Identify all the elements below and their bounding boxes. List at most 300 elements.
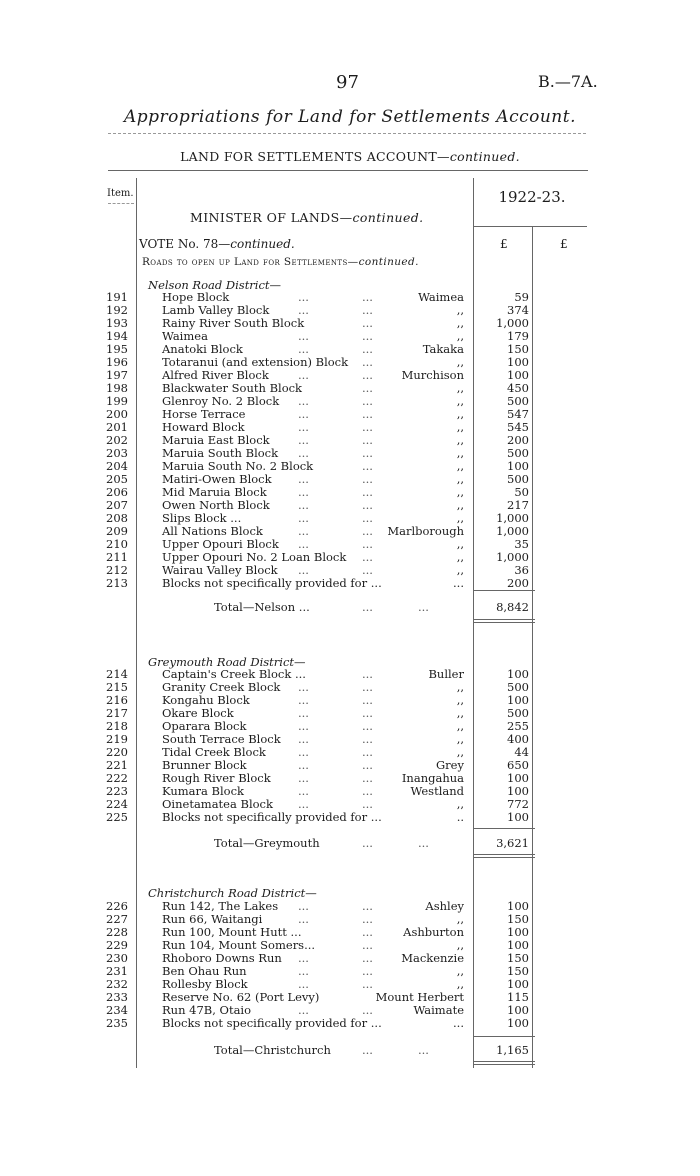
item-description: Run 142, The Lakes — [162, 899, 279, 913]
item-description: Matiri-Owen Block — [162, 472, 272, 486]
amount-value: 255 — [507, 719, 529, 733]
item-description: Ben Ohau Run — [162, 964, 247, 978]
amount-value: 100 — [507, 784, 529, 798]
county-name: ,, — [456, 446, 464, 460]
amount-value: 650 — [507, 758, 529, 772]
dot-leader: ... — [298, 693, 309, 707]
county-name: ,, — [456, 381, 464, 395]
dot-leader: ... — [362, 342, 373, 356]
amount-value: 547 — [507, 407, 529, 421]
item-description: Blocks not specifically provided for ... — [162, 810, 382, 824]
nelson-total-rule — [473, 619, 535, 620]
table-row — [0, 382, 700, 395]
item-column-header: Item. — [107, 188, 134, 199]
dot-leader: ... — [298, 537, 309, 551]
greymouth-total-rule — [473, 854, 535, 855]
county-name: ,, — [456, 394, 464, 408]
dot-leader: ... — [362, 394, 373, 408]
county-name: ,, — [456, 977, 464, 991]
table-row — [0, 707, 700, 720]
item-number: 227 — [106, 912, 128, 926]
county-name: ,, — [456, 407, 464, 421]
amount-value: 1,000 — [496, 511, 529, 525]
table-row — [0, 759, 700, 772]
item-number: 225 — [106, 810, 128, 824]
item-number: 219 — [106, 732, 128, 746]
dot-leader: ... — [298, 524, 309, 538]
table-row — [0, 926, 700, 939]
currency-symbol-2: £ — [560, 237, 568, 251]
item-description: Mid Maruia Block — [162, 485, 267, 499]
item-description: Kumara Block — [162, 784, 244, 798]
item-number: 229 — [106, 938, 128, 952]
dot-leader: ... — [298, 719, 309, 733]
table-row — [0, 668, 700, 681]
dot-leader: ... — [362, 758, 373, 772]
table-row — [0, 473, 700, 486]
dot-leader: ... — [298, 511, 309, 525]
table-row — [0, 460, 700, 473]
table-row — [0, 900, 700, 913]
table-row — [0, 434, 700, 447]
item-number: 193 — [106, 316, 128, 330]
county-name: Buller — [428, 667, 464, 681]
dot-leader: ... — [362, 459, 373, 473]
vote-heading — [139, 237, 295, 251]
dot-leader: ... — [362, 446, 373, 460]
dot-leader: ... — [362, 407, 373, 421]
item-number: 215 — [106, 680, 128, 694]
item-description: South Terrace Block — [162, 732, 281, 746]
amount-value: 100 — [507, 459, 529, 473]
item-description: Howard Block — [162, 420, 245, 434]
amount-value: 100 — [507, 1016, 529, 1030]
table-row — [0, 291, 700, 304]
table-row — [0, 499, 700, 512]
total-amount: 1,165 — [496, 1043, 529, 1057]
ministry-heading-main: MINISTER OF LANDS— — [190, 210, 353, 225]
item-number: 221 — [106, 758, 128, 772]
dot-leader: ... — [298, 771, 309, 785]
table-row — [0, 577, 700, 590]
dot-leader: ... — [362, 1003, 373, 1017]
county-name: ,, — [456, 964, 464, 978]
amount-value: 100 — [507, 899, 529, 913]
dot-leader: ... — [298, 446, 309, 460]
amount-value: 179 — [507, 329, 529, 343]
amount-value: 200 — [507, 576, 529, 590]
item-number: 209 — [106, 524, 128, 538]
item-number: 198 — [106, 381, 128, 395]
item-number: 216 — [106, 693, 128, 707]
dot-leader: ... — [298, 706, 309, 720]
item-description: Run 100, Mount Hutt ... — [162, 925, 302, 939]
item-number: 212 — [106, 563, 128, 577]
item-header-underline — [108, 203, 134, 204]
table-row — [0, 395, 700, 408]
district-heading-nelson: Nelson Road District— — [148, 278, 282, 292]
amount-value: 50 — [514, 485, 529, 499]
dot-leader: ... — [298, 784, 309, 798]
amount-value: 500 — [507, 680, 529, 694]
dot-leader: ... — [362, 303, 373, 317]
item-number: 192 — [106, 303, 128, 317]
dot-leader: ... — [362, 977, 373, 991]
item-number: 203 — [106, 446, 128, 460]
table-row — [0, 746, 700, 759]
item-number: 223 — [106, 784, 128, 798]
amount-value: 100 — [507, 810, 529, 824]
item-number: 201 — [106, 420, 128, 434]
item-description: Oparara Block — [162, 719, 247, 733]
dot-leader: ... — [362, 420, 373, 434]
amount-value: 35 — [514, 537, 529, 551]
table-row — [0, 369, 700, 382]
amount-value: 59 — [514, 290, 529, 304]
amount-value: 115 — [507, 990, 529, 1004]
item-number: 208 — [106, 511, 128, 525]
roads-heading — [142, 256, 419, 268]
amount-value: 1,000 — [496, 316, 529, 330]
dot-leader: ... — [362, 498, 373, 512]
item-number: 202 — [106, 433, 128, 447]
county-name: ,, — [456, 511, 464, 525]
district-heading-greymouth: Greymouth Road District— — [148, 655, 306, 669]
county-name: ,, — [456, 745, 464, 759]
item-description: Brunner Block — [162, 758, 247, 772]
greymouth-total-row — [0, 836, 700, 850]
county-name: ,, — [456, 706, 464, 720]
roads-heading-suffix: continued. — [358, 256, 419, 268]
amount-value: 200 — [507, 433, 529, 447]
item-description: Owen North Block — [162, 498, 270, 512]
county-name: ,, — [456, 563, 464, 577]
dot-leader: ... — [362, 1043, 373, 1057]
item-description: Glenroy No. 2 Block — [162, 394, 280, 408]
year-underline — [473, 226, 587, 227]
dot-leader: ... — [298, 797, 309, 811]
dot-leader: ... — [362, 563, 373, 577]
item-description: Rainy River South Block — [162, 316, 305, 330]
roads-heading-main: Roads to open up Land for Settlements— — [142, 256, 359, 268]
amount-value: 100 — [507, 1003, 529, 1017]
county-name: ,, — [456, 498, 464, 512]
dot-leader: ... — [362, 706, 373, 720]
county-name: Mount Herbert — [375, 990, 464, 1004]
county-name: Waimea — [418, 290, 464, 304]
item-number: 233 — [106, 990, 128, 1004]
item-description: Reserve No. 62 (Port Levy) — [162, 990, 320, 1004]
amount-value: 100 — [507, 925, 529, 939]
title-divider — [108, 133, 586, 134]
table-row — [0, 330, 700, 343]
table-row — [0, 720, 700, 733]
table-row — [0, 486, 700, 499]
dot-leader: ... — [298, 368, 309, 382]
dot-leader: ... — [298, 472, 309, 486]
amount-value: 545 — [507, 420, 529, 434]
county-name: Waimate — [413, 1003, 464, 1017]
dot-leader: ... — [362, 771, 373, 785]
item-number: 194 — [106, 329, 128, 343]
dot-leader: ... — [362, 368, 373, 382]
dot-leader: ... — [362, 355, 373, 369]
table-row — [0, 733, 700, 746]
dot-leader: ... — [298, 964, 309, 978]
dot-leader: ... — [362, 537, 373, 551]
table-row — [0, 772, 700, 785]
item-description: Run 47B, Otaio — [162, 1003, 252, 1017]
dot-leader: ... — [362, 524, 373, 538]
amount-value: 100 — [507, 771, 529, 785]
dot-leader: ... — [362, 784, 373, 798]
dot-leader: ... — [298, 912, 309, 926]
table-row — [0, 939, 700, 952]
item-description: Oinetamatea Block — [162, 797, 273, 811]
ministry-heading — [190, 210, 424, 225]
county-name: ,, — [456, 797, 464, 811]
dot-leader: ... — [298, 342, 309, 356]
amount-value: 500 — [507, 446, 529, 460]
item-number: 214 — [106, 667, 128, 681]
dot-leader: ... — [418, 600, 429, 614]
table-row — [0, 811, 700, 824]
item-number: 211 — [106, 550, 128, 564]
item-description: Run 104, Mount Somers... — [162, 938, 316, 952]
item-description: Horse Terrace — [162, 407, 246, 421]
christchurch-subtotal-rule — [473, 1036, 535, 1037]
table-row — [0, 694, 700, 707]
dot-leader: ... — [298, 951, 309, 965]
document-reference: B.—7A. — [538, 72, 598, 91]
dot-leader: ... — [298, 329, 309, 343]
item-number: 220 — [106, 745, 128, 759]
county-name: Marlborough — [387, 524, 464, 538]
total-amount: 3,621 — [496, 836, 529, 850]
county-name: ,, — [456, 550, 464, 564]
account-title — [0, 149, 700, 164]
county-name: Murchison — [401, 368, 464, 382]
dot-leader: ... — [362, 550, 373, 564]
item-description: Upper Opouri No. 2 Loan Block — [162, 550, 347, 564]
item-number: 224 — [106, 797, 128, 811]
item-number: 234 — [106, 1003, 128, 1017]
item-description: Run 66, Waitangi — [162, 912, 263, 926]
county-name: ,, — [456, 459, 464, 473]
dot-leader: ... — [362, 732, 373, 746]
item-description: Maruia South No. 2 Block — [162, 459, 314, 473]
item-description: Granity Creek Block — [162, 680, 281, 694]
christchurch-total-row — [0, 1043, 700, 1057]
amount-value: 44 — [514, 745, 529, 759]
total-amount: 8,842 — [496, 600, 529, 614]
county-name: ,, — [456, 433, 464, 447]
table-row — [0, 785, 700, 798]
item-description: Rough River Block — [162, 771, 271, 785]
item-number: 226 — [106, 899, 128, 913]
vote-heading-main: VOTE No. 78— — [139, 237, 231, 251]
item-description: Totaranui (and extension) Block — [162, 355, 349, 369]
county-name: Inangahua — [401, 771, 464, 785]
amount-value: 100 — [507, 368, 529, 382]
item-number: 204 — [106, 459, 128, 473]
amount-value: 772 — [507, 797, 529, 811]
county-name: ,, — [456, 485, 464, 499]
amount-value: 1,000 — [496, 550, 529, 564]
dot-leader: ... — [362, 964, 373, 978]
county-name: ,, — [456, 732, 464, 746]
county-name: Ashburton — [403, 925, 464, 939]
item-description: Blocks not specifically provided for ... — [162, 1016, 382, 1030]
item-description: Anatoki Block — [162, 342, 243, 356]
county-name: ... — [453, 576, 464, 590]
dot-leader: ... — [298, 758, 309, 772]
dot-leader: ... — [298, 290, 309, 304]
county-name: ,, — [456, 680, 464, 694]
county-name: ,, — [456, 912, 464, 926]
county-name: Mackenzie — [401, 951, 464, 965]
amount-value: 450 — [507, 381, 529, 395]
dot-leader: ... — [362, 667, 373, 681]
dot-leader: ... — [298, 498, 309, 512]
item-description: Waimea — [162, 329, 208, 343]
item-number: 232 — [106, 977, 128, 991]
table-row — [0, 447, 700, 460]
item-description: Alfred River Block — [162, 368, 269, 382]
page-number: 97 — [336, 72, 359, 93]
total-label: Total—Christchurch — [214, 1043, 331, 1057]
christchurch-total-rule-double — [473, 1064, 535, 1065]
ministry-heading-suffix: continued. — [352, 210, 424, 225]
table-row — [0, 952, 700, 965]
item-number: 197 — [106, 368, 128, 382]
amount-value: 100 — [507, 938, 529, 952]
dot-leader: ... — [298, 899, 309, 913]
item-description: Tidal Creek Block — [162, 745, 266, 759]
item-number: 206 — [106, 485, 128, 499]
amount-value: 150 — [507, 342, 529, 356]
item-number: 210 — [106, 537, 128, 551]
county-name: ,, — [456, 329, 464, 343]
table-row — [0, 551, 700, 564]
item-number: 230 — [106, 951, 128, 965]
dot-leader: ... — [362, 719, 373, 733]
amount-value: 374 — [507, 303, 529, 317]
table-row — [0, 356, 700, 369]
item-number: 217 — [106, 706, 128, 720]
dot-leader: ... — [298, 303, 309, 317]
amount-value: 150 — [507, 951, 529, 965]
dot-leader: ... — [362, 316, 373, 330]
total-label: Total—Nelson ... — [214, 600, 310, 614]
dot-leader: ... — [298, 680, 309, 694]
dot-leader: ... — [362, 797, 373, 811]
dot-leader: ... — [362, 290, 373, 304]
table-row — [0, 913, 700, 926]
table-row — [0, 978, 700, 991]
dot-leader: ... — [362, 433, 373, 447]
amount-value: 100 — [507, 977, 529, 991]
county-name: Takaka — [422, 342, 464, 356]
item-description: Slips Block ... — [162, 511, 242, 525]
fiscal-year-header: 1922-23. — [498, 188, 566, 206]
dot-leader: ... — [298, 420, 309, 434]
amount-value: 150 — [507, 964, 529, 978]
dot-leader: ... — [298, 407, 309, 421]
item-number: 200 — [106, 407, 128, 421]
item-description: Rhoboro Downs Run — [162, 951, 282, 965]
item-description: Okare Block — [162, 706, 234, 720]
table-row — [0, 421, 700, 434]
table-row — [0, 304, 700, 317]
amount-value: 36 — [514, 563, 529, 577]
greymouth-subtotal-rule — [473, 828, 535, 829]
dot-leader: ... — [362, 745, 373, 759]
item-number: 218 — [106, 719, 128, 733]
item-description: Upper Opouri Block — [162, 537, 279, 551]
amount-value: 100 — [507, 355, 529, 369]
amount-value: 500 — [507, 472, 529, 486]
item-description: Captain's Creek Block ... — [162, 667, 306, 681]
dot-leader: ... — [298, 745, 309, 759]
item-number: 235 — [106, 1016, 128, 1030]
amount-value: 100 — [507, 693, 529, 707]
amount-value: 150 — [507, 912, 529, 926]
vote-heading-suffix: continued. — [230, 237, 295, 251]
table-row — [0, 538, 700, 551]
amount-value: 217 — [507, 498, 529, 512]
dot-leader: ... — [362, 485, 373, 499]
item-description: Blackwater South Block — [162, 381, 303, 395]
item-number: 213 — [106, 576, 128, 590]
item-description: Lamb Valley Block — [162, 303, 270, 317]
item-description: Rollesby Block — [162, 977, 248, 991]
amount-value: 100 — [507, 667, 529, 681]
account-title-main: LAND FOR SETTLEMENTS ACCOUNT— — [180, 149, 450, 164]
currency-symbol-1: £ — [500, 237, 508, 251]
item-description: Maruia East Block — [162, 433, 270, 447]
table-row — [0, 991, 700, 1004]
item-number: 199 — [106, 394, 128, 408]
total-label: Total—Greymouth — [214, 836, 320, 850]
dot-leader: ... — [362, 951, 373, 965]
table-row — [0, 965, 700, 978]
table-row — [0, 1017, 700, 1030]
item-description: Hope Block — [162, 290, 230, 304]
county-name: ... — [453, 1016, 464, 1030]
table-top-rule — [108, 170, 588, 171]
dot-leader: ... — [298, 433, 309, 447]
table-row — [0, 525, 700, 538]
christchurch-total-rule — [473, 1061, 535, 1062]
county-name: ,, — [456, 693, 464, 707]
dot-leader: ... — [362, 511, 373, 525]
nelson-subtotal-rule — [473, 590, 535, 591]
item-description: Kongahu Block — [162, 693, 250, 707]
item-description: Wairau Valley Block — [162, 563, 278, 577]
dot-leader: ... — [298, 563, 309, 577]
item-number: 205 — [106, 472, 128, 486]
county-name: ,, — [456, 355, 464, 369]
dot-leader: ... — [298, 485, 309, 499]
item-number: 222 — [106, 771, 128, 785]
item-description: Blocks not specifically provided for ... — [162, 576, 382, 590]
county-name: ,, — [456, 719, 464, 733]
county-name: ,, — [456, 537, 464, 551]
county-name: ,, — [456, 303, 464, 317]
dot-leader: ... — [362, 472, 373, 486]
dot-leader: ... — [362, 680, 373, 694]
